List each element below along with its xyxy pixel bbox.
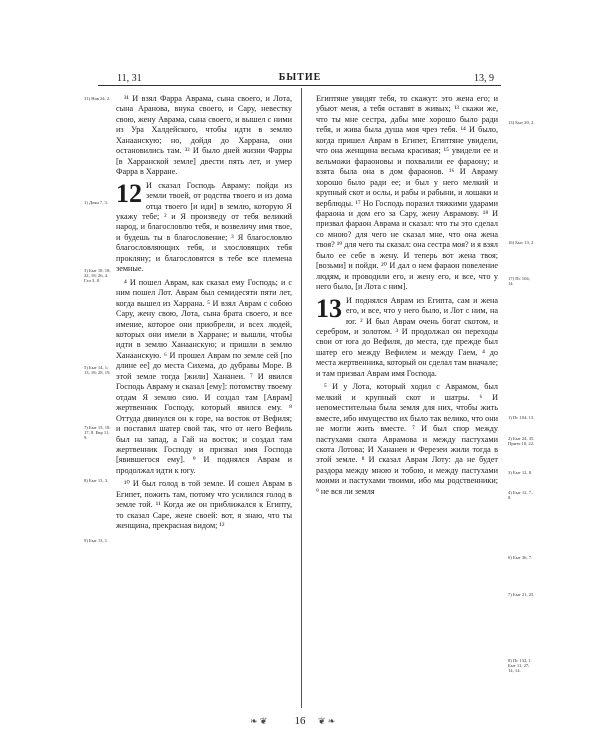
cross-reference: 2) Быт 24, 35. Притч 10, 22.: [508, 436, 535, 447]
cross-reference: 3) Быт 18, 18; 22, 18; 26, 4. Гал 3, 8.: [84, 268, 111, 284]
cross-reference: 8) Быт 13, 3.: [84, 478, 109, 483]
chapter-12-paragraph: [116, 178, 292, 275]
cross-reference: 3) Быт 12, 8.: [508, 470, 533, 475]
cross-reference: 31) Нав 24, 2.: [84, 96, 111, 101]
cross-reference: 13) Быт 20, 2.: [508, 120, 535, 125]
footer-ornament-left: ❧ ❦: [250, 716, 268, 726]
verse-paragraph: ³¹ И взял Фарра Аврама, сына своего, и Лота, сына Аранова, внука своего, и Сару, невестку свою, жену Аврама, сына своего, и вышел с ними из Ура Халдейского, чтобы идти в землю Ханаанскую; но, дойдя до Харрана, они остановились там. ³² И было дней жизни Фарры [в Харранской земле] двести пять лет, и умер Фарра в Харране.: [116, 94, 292, 177]
page-number: 16: [294, 715, 306, 727]
cross-reference: 1) Пс 104, 13.: [508, 415, 535, 420]
chapter-number: 13: [316, 293, 342, 323]
verse-paragraph: Египтяне увидят тебя, то скажут: это жена его; и убьют меня, а тебя оставят в живых; ¹³ скажи же, что ты мне сестра, дабы мне хорошо было ради тебя, и жива была душа моя чрез тебя. ¹⁴ И было, когда пришел Аврам в Египет, Египтяне увидели, что она женщина весьма красивая; ¹⁵ увидели ее и вельможи фараоновы и похвалили ее фараону; и взята была она в дом фараонов. ¹⁶ И Авраму хорошо было ради ее; и был у него мелкий и крупный скот и ослы, и рабы и рабыни, и лошаки и верблюды. ¹⁷ Но Господь поразил тяжкими ударами фараона и дом его за Сару, жену Аврамову. ¹⁸ И призвал фараон Аврама и сказал: что ты это сделал со мною? для чего не сказал мне, что она жена твоя? ¹⁹ для чего ты сказал: она сестра моя? и я взял было ее себе в жену. И теперь вот жена твоя; [возьми] и пойди. ²⁰ И дал о нем фараон повеление людям, и проводили его, и жену его, и все, что у него было, [и Лота с ним].: [316, 94, 498, 292]
cross-reference: 9) Быт 13, 1.: [84, 538, 109, 543]
cross-reference: 7) Быт 21, 25.: [508, 592, 535, 597]
verse-paragraph: ⁵ И у Лота, который ходил с Аврамом, был мелкий и крупный скот и шатры. ⁶ И непоместительна была земля для них, чтобы жить вместе, ибо имущество их было так велико, что они не могли жить вместе. ⁷ И был спор между пастухами скота Аврамова и между пастухами скота Лотова; И Хананеи и Ферезеи жили тогда в этой земле. ⁸ И сказал Аврам Лоту: да не будет раздора между мною и тобою, и между пастухами моими и пастухами твоими, ибо мы родственники; ⁹ не вся ли земля: [316, 382, 498, 496]
chapter-13-paragraph: [316, 293, 498, 380]
header-left-reference: 11, 31: [117, 73, 142, 84]
cross-reference: 17) Пс 104, 14.: [508, 276, 530, 287]
right-text-column: [316, 94, 498, 497]
verse-text: И сказал Господь Авраму: пойди из земли твоей, от родства твоего и из дома отца твоего [и иди] в землю, которую Я укажу тебе; ² и Я произведу от тебя великий народ, и благословлю тебя, и возвеличу имя твое, и будешь ты в благословение; ³ Я благословлю благословляющих тебя, и злословящих тебя прокляну; и благословятся в тебе все племена земные.: [116, 180, 292, 274]
column-divider: [301, 88, 302, 708]
cross-reference: 4) Быт 12, 7–8.: [508, 490, 534, 501]
cross-reference: 8) Пс 132, 1. Быт 11, 27; 14, 14.: [508, 658, 533, 674]
cross-reference: 16) Быт 13, 2.: [508, 240, 535, 245]
header-rule: [98, 85, 501, 86]
cross-reference: 7) Быт 15, 18; 17, 8. Евр 11, 9.: [84, 425, 111, 441]
cross-reference: 5) Быт 14, 1; 13, 18; 28, 19.: [84, 365, 111, 376]
cross-reference: 1) Деян 7, 3.: [84, 200, 108, 205]
footer-ornament-right: ❦ ❧: [318, 716, 336, 726]
cross-reference: 6) Быт 36, 7.: [508, 555, 533, 560]
verse-text: И поднялся Аврам из Египта, сам и жена его, и все, что у него было, и Лот с ним, на юг. ² И был Аврам очень богат скотом, и серебром, и золотом. ³ И продолжал он переходы свои от юга до Вефиля, до места, где прежде был шатер его между Вефилем и между Гаем, ⁴ до места жертвенника, который он сделал там вначале; и там призвал Аврам имя Господа.: [316, 295, 498, 378]
left-text-column: [116, 94, 292, 532]
chapter-number: 12: [116, 178, 142, 208]
header-right-reference: 13, 9: [474, 73, 494, 84]
book-title: БЫТИЕ: [278, 72, 322, 83]
verse-paragraph: ¹⁰ И был голод в той земле. И сошел Аврам в Египет, пожить там, потому что усилился голод в земле той. ¹¹ Когда же он приближался к Египту, то сказал Саре, жене своей: вот, я знаю, что ты женщина, прекрасная видом; ¹²: [116, 479, 292, 531]
verse-paragraph: ⁴ И пошел Аврам, как сказал ему Господь; и с ним пошел Лот. Аврам был семидесяти пяти лет, когда вышел из Харрана. ⁵ И взял Аврам с собою Сару, жену свою, Лота, сына брата своего, и все имение, которое они приобрели, и всех людей, которых они имели в Харране; и вышли, чтобы идти в землю Ханаанскую; и пришли в землю Ханаанскую. ⁶ И прошел Аврам по земле сей [по длине ее] до места Сихема, до дубравы Море. В этой земле тогда [жили] Хананеи. ⁷ И явился Господь Авраму и сказал [ему]: потомству твоему отдам Я землю сию. И создал там [Аврам] жертвенник Господу, который явился ему. ⁸ Оттуда двинулся он к горе, на восток от Вефиля; и поставил шатер свой так, что от него Вефиль был на запад, а Гай на восток; и создал там жертвенник Господу и призвал имя Господа [явившегося ему]. ⁹ И поднялся Аврам и продолжал идти к югу.: [116, 277, 292, 475]
